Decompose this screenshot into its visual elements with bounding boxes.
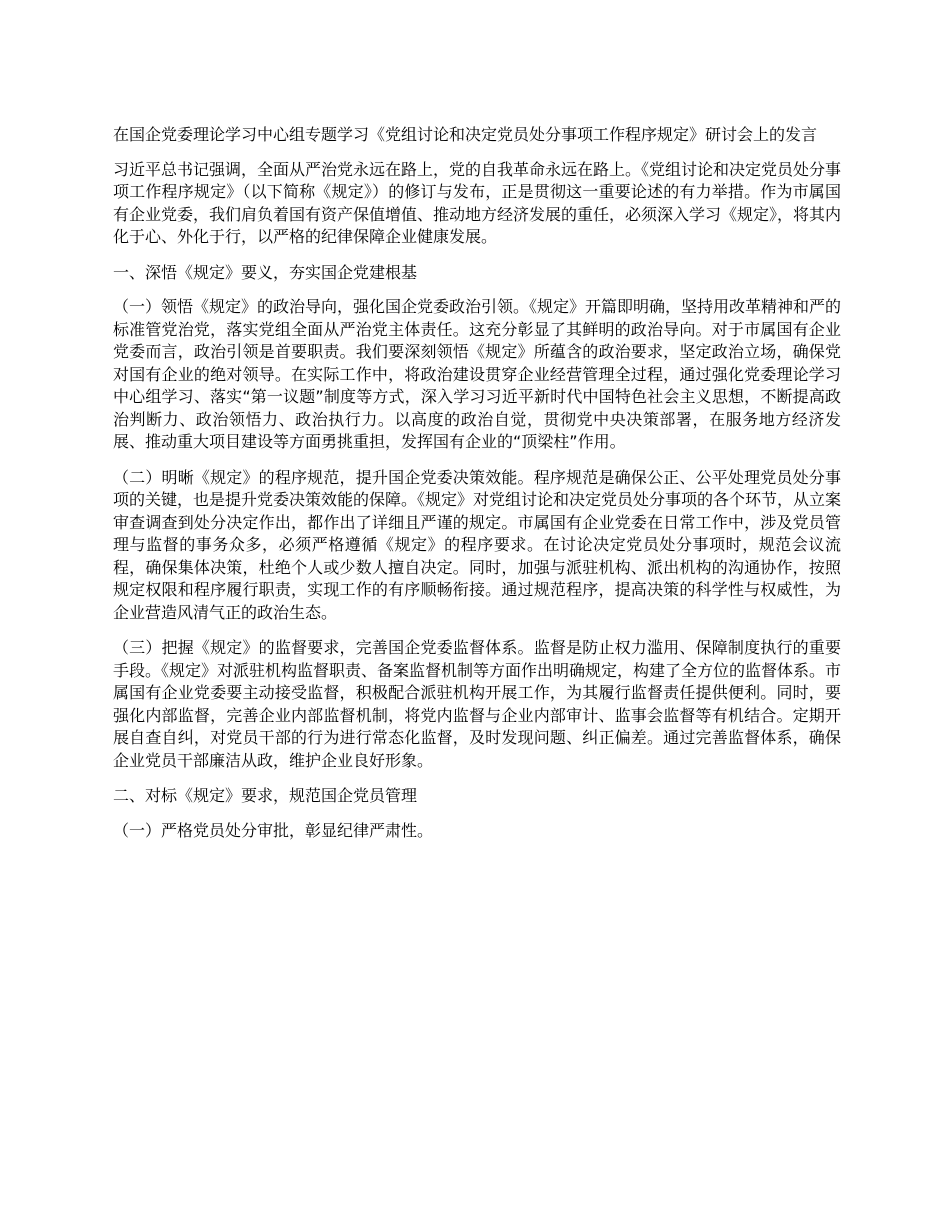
subsection-paragraph-1-3: （三）把握《规定》的监督要求，完善国企党委监督体系。监督是防止权力滥用、保障制度执行的重要手段。《规定》对派驻机构监督职责、备案监督机制等方面作出明确规定，构建了全方位的监督体系。市属国有企业党委要主动接受监督，积极配合派驻机构开展工作，为其履行监督责任提供便利。同时，要强化内部监督，完善企业内部监督机制，将党内监督与企业内部审计、监事会监督等有机结合。定期开展自查自纠，对党员干部的行为进行常态化监督，及时发现问题、纠正偏差。通过完善监督体系，确保企业党员干部廉洁从政，维护企业良好形象。 — [113, 638, 842, 770]
subsection-paragraph-1-1: （一）领悟《规定》的政治导向，强化国企党委政治引领。《规定》开篇即明确，坚持用改革精神和严的标准管党治党，落实党组全面从严治党主体责任。这充分彰显了其鲜明的政治导向。对于市属国有企业党委而言，政治引领是首要职责。我们要深刻领悟《规定》所蕴含的政治要求，坚定政治立场，确保党对国有企业的绝对领导。在实际工作中，将政治建设贯穿企业经营管理全过程，通过强化党委理论学习中心组学习、落实“第一议题”制度等方式，深入学习习近平新时代中国特色社会主义思想，不断提高政治判断力、政治领悟力、政治执行力。以高度的政治自觉，贯彻党中央决策部署，在服务地方经济发展、推动重大项目建设等方面勇挑重担，发挥国有企业的“顶梁柱”作用。 — [113, 297, 842, 451]
section-heading-2: 二、对标《规定》要求，规范国企党员管理 — [113, 786, 418, 805]
document-page — [113, 124, 841, 855]
section-heading-1: 一、深悟《规定》要义，夯实国企党建根基 — [113, 262, 418, 282]
subsection-paragraph-2-1: （一）严格党员处分审批，彰显纪律严肃性。 — [113, 820, 434, 840]
document-title: 在国企党委理论学习中心组专题学习《党组讨论和决定党员处分事项工作程序规定》研讨会上的发言 — [113, 125, 818, 144]
intro-paragraph: 习近平总书记强调，全面从严治党永远在路上，党的自我革命永远在路上。《党组讨论和决定党员处分事项工作程序规定》（以下简称《规定》）的修订与发布，正是贯彻这一重要论述的有力举措。作为市属国有企业党委，我们肩负着国有资产保值增值、推动地方经济发展的重任，必须深入学习《规定》，将其内化于心、外化于行，以严格的纪律保障企业健康发展。 — [113, 159, 842, 246]
subsection-paragraph-1-2: （二）明晰《规定》的程序规范，提升国企党委决策效能。程序规范是确保公正、公平处理党员处分事项的关键，也是提升党委决策效能的保障。《规定》对党组讨论和决定党员处分事项的各个环节，从立案审查调查到处分决定作出，都作出了详细且严谨的规定。市属国有企业党委在日常工作中，涉及党员管理与监督的事务众多，必须严格遵循《规定》的程序要求。在讨论决定党员处分事项时，规范会议流程，确保集体决策，杜绝个人或少数人擅自决定。同时，加强与派驻机构、派出机构的沟通协作，按照规定权限和程序履行职责，实现工作的有序顺畅衔接。通过规范程序，提高决策的科学性与权威性，为企业营造风清气正的政治生态。 — [113, 467, 842, 622]
